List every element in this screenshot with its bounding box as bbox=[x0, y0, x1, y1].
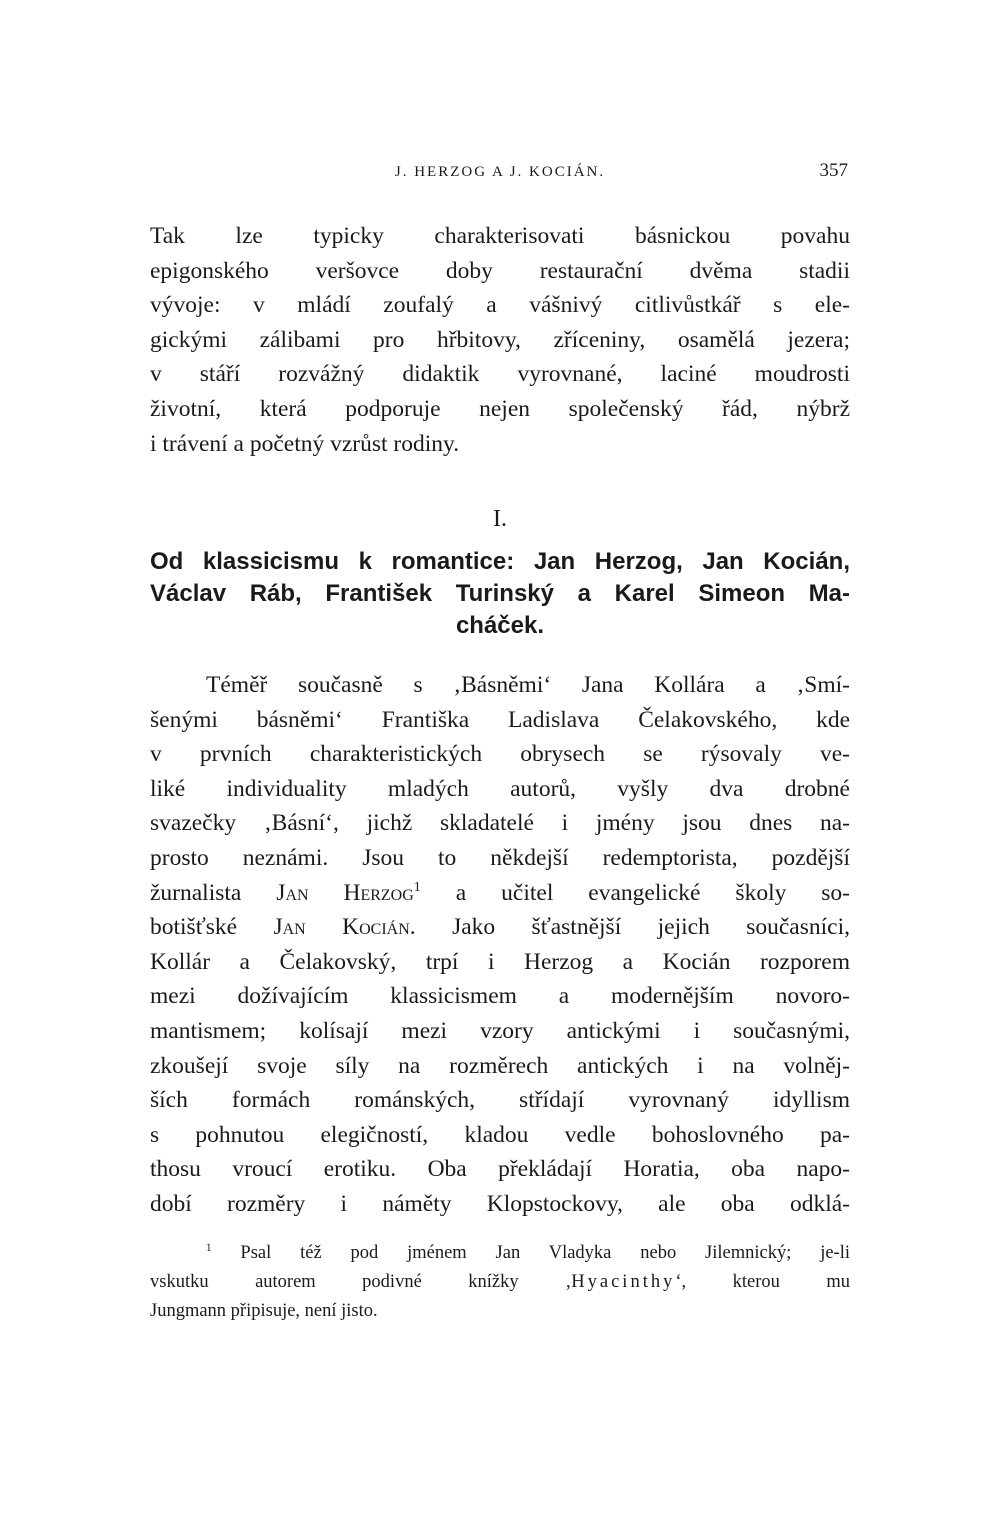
section-heading bbox=[150, 546, 850, 642]
heading-line: Václav Ráb, František Turinský a Karel Simeon Ma- bbox=[150, 580, 850, 607]
paragraph-line bbox=[150, 876, 850, 911]
paragraph-line: s pohnutou elegičností, kladou vedle bohoslovného pa- bbox=[150, 1121, 850, 1148]
paragraph-line: epigonského veršovce doby restaurační dvěma stadii bbox=[150, 257, 850, 284]
page-header bbox=[150, 160, 850, 190]
footnote-line: Jungmann připisuje, není jisto. bbox=[150, 1301, 378, 1321]
footnote-text: Psal též pod jménem Jan Vladyka nebo Jilemnický; je-li bbox=[240, 1243, 851, 1263]
section-number: I. bbox=[493, 506, 507, 532]
book-title: Hyacinthy bbox=[571, 1272, 676, 1292]
paragraph-line: gickými zálibami pro hřbitovy, zříceniny, osamělá jezera; bbox=[150, 326, 850, 353]
line-text: botišťské bbox=[150, 914, 238, 941]
footnote-number: 1 bbox=[206, 1241, 212, 1254]
paragraph-1 bbox=[150, 219, 850, 461]
paragraph-line: v prvních charakteristických obrysech se rýsovaly ve- bbox=[150, 741, 850, 768]
paragraph-line: liké individuality mladých autorů, vyšly dva drobné bbox=[150, 775, 850, 802]
footnote bbox=[150, 1239, 850, 1326]
author-name-kocian: Jan Kocián. bbox=[273, 914, 416, 941]
paragraph-line: vývoje: v mládí zoufalý a vášnivý citlivůstkář s ele- bbox=[150, 292, 850, 319]
footnote-text: vskutku autorem podivné knížky ‚ bbox=[150, 1272, 572, 1292]
footnote-text: ‘, kterou mu bbox=[675, 1272, 850, 1292]
heading-line: cháček. bbox=[455, 612, 545, 639]
line-text: žurnalista bbox=[150, 879, 242, 906]
paragraph-line: dobí rozměry i náměty Klopstockovy, ale oba odklá- bbox=[150, 1190, 850, 1217]
footnote-line bbox=[150, 1268, 850, 1297]
paragraph-line: prosto neznámi. Jsou to někdejší redemptorista, pozdější bbox=[150, 844, 850, 871]
paragraph-line: mezi dožívajícím klassicismem a modernějším novoro- bbox=[150, 983, 850, 1010]
line-text: a učitel evangelické školy so- bbox=[455, 879, 851, 906]
paragraph-2 bbox=[150, 668, 850, 1222]
paragraph-line: Kollár a Čelakovský, trpí i Herzog a Kocián rozporem bbox=[150, 948, 850, 975]
paragraph-line: Téměř současně s ‚Básněmi‘ Jana Kollára a ‚Smí- bbox=[206, 672, 850, 698]
running-title: J. HERZOG A J. KOCIÁN. bbox=[394, 164, 606, 180]
line-text: Jako šťastnější jejich současníci, bbox=[452, 914, 850, 941]
paragraph-line: životní, která podporuje nejen společenský řád, nýbrž bbox=[150, 395, 850, 422]
paragraph-line: i trávení a početný vzrůst rodiny. bbox=[150, 430, 460, 457]
paragraph-line bbox=[150, 910, 850, 945]
heading-line: Od klassicismu k romantice: Jan Herzog, Jan Kocián, bbox=[150, 548, 850, 575]
paragraph-line: svazečky ‚Básní‘, jichž skladatelé i jmény jsou dnes na- bbox=[150, 810, 850, 837]
book-page bbox=[150, 0, 850, 1536]
paragraph-line: thosu vroucí erotiku. Oba překládají Horatia, oba napo- bbox=[150, 1156, 850, 1183]
author-name-herzog: Jan Herzog bbox=[276, 879, 414, 906]
paragraph-line: Tak lze typicky charakterisovati básnickou povahu bbox=[150, 223, 850, 249]
paragraph-line: šenými básněmi‘ Františka Ladislava Čelakovského, kde bbox=[150, 706, 850, 733]
footnote-line bbox=[150, 1239, 850, 1268]
paragraph-line: ších formách románských, střídají vyrovnaný idyllism bbox=[150, 1087, 850, 1114]
page-number: 357 bbox=[819, 160, 848, 181]
paragraph-line: zkoušejí svoje síly na rozměrech antických i na volněj- bbox=[150, 1052, 850, 1079]
paragraph-line: mantismem; kolísají mezi vzory antickými i současnými, bbox=[150, 1017, 850, 1044]
paragraph-line: v stáří rozvážný didaktik vyrovnané, laciné moudrosti bbox=[150, 361, 850, 388]
footnote-marker: 1 bbox=[413, 878, 421, 895]
